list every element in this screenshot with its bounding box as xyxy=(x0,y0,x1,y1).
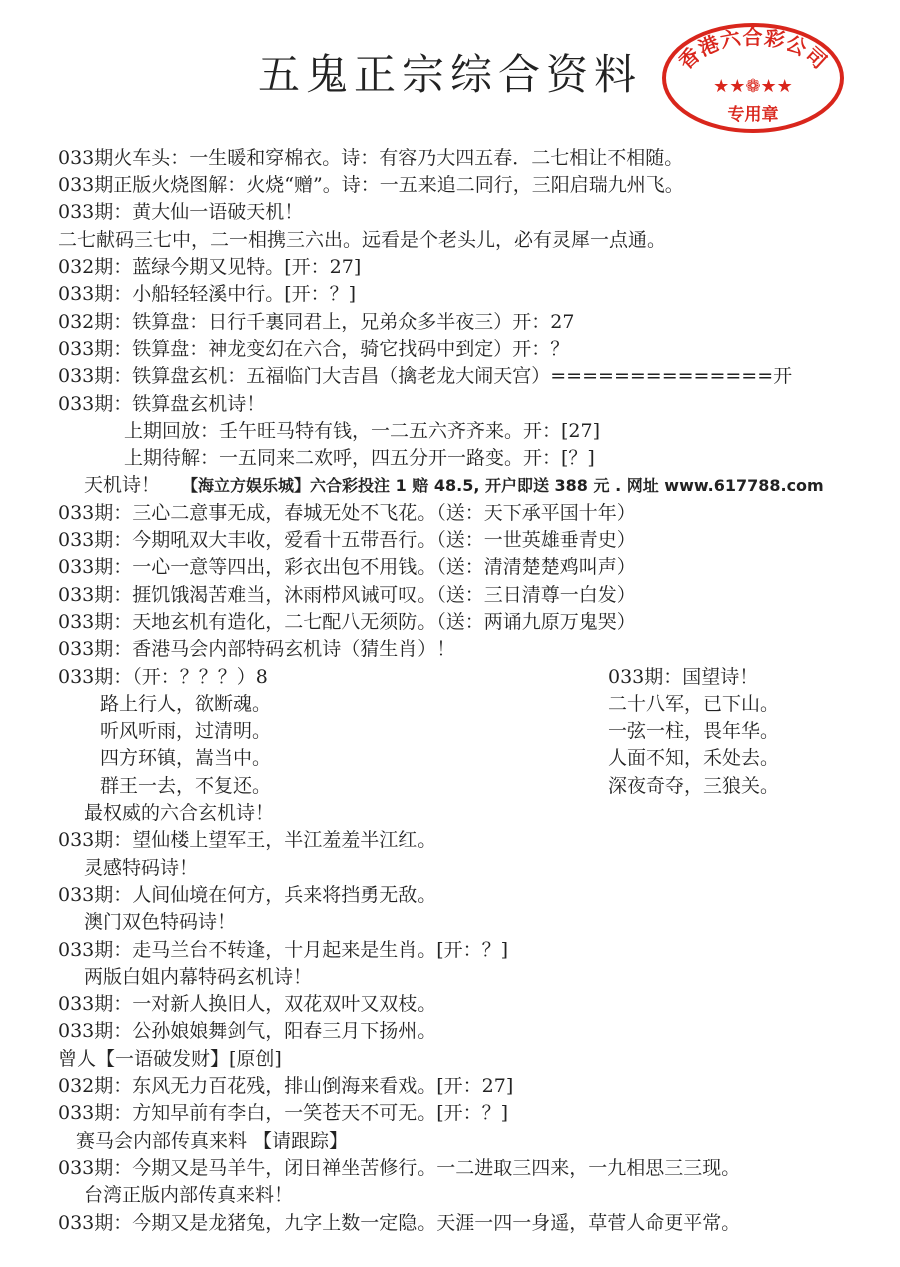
seal-top-text: 香港六合彩公司 xyxy=(673,25,833,75)
section-heading: 灵感特码诗！ xyxy=(84,857,199,879)
text-line: 033期：一心一意等四出，彩衣出包不用钱。（送：清清楚楚鸡叫声） xyxy=(58,556,636,578)
text-line: 033期：铁算盘玄机诗！ xyxy=(58,393,266,415)
poem-line: 四方环镇，嵩当中。 xyxy=(100,747,272,769)
text-line: 032期：铁算盘：日行千裏同君上，兄弟众多半夜三）开：27 xyxy=(58,311,575,333)
text-line: 033期：公孙娘娘舞剑气，阳春三月下扬州。 xyxy=(58,1020,437,1042)
text-line: 上期待解：一五同来二欢呼，四五分开一路变。开：[？] xyxy=(124,447,595,469)
section-heading: 最权威的六合玄机诗！ xyxy=(84,802,275,824)
text-line: 033期：（开：？？？）8 xyxy=(58,666,268,688)
text-line: 033期：铁算盘：神龙变幻在六合，骑它找码中到定）开：？ xyxy=(58,338,570,360)
text-line: 032期：东风无力百花残，排山倒海来看戏。[开：27] xyxy=(58,1075,514,1097)
page-title: 五鬼正宗综合资料 xyxy=(257,50,642,99)
side-poem-line: 人面不知，禾处去。 xyxy=(608,747,780,769)
seal-stars: ★★❁★★ xyxy=(713,76,793,97)
section-heading: 台湾正版内部传真来料！ xyxy=(84,1184,294,1206)
section-heading: 两版白姐内幕特码玄机诗！ xyxy=(84,966,313,988)
side-poem-line: 二十八军，已下山。 xyxy=(608,693,780,715)
text-line: 033期正版火烧图解：火烧“赠”。诗：一五来追二同行，三阳启瑞九州飞。 xyxy=(58,174,684,196)
text-line: 033期：铁算盘玄机：五福临门大吉昌（擒老龙大闹天宫）==============开 xyxy=(58,365,793,387)
section-heading: 天机诗！ xyxy=(84,474,161,496)
seal-bottom-text: 专用章 xyxy=(727,105,779,125)
text-line: 033期：今期吼双大丰收，爱看十五带吾行。（送：一世英雄垂青史） xyxy=(58,529,636,551)
text-line: 033期：走马兰台不转逢，十月起来是生肖。[开：？] xyxy=(58,939,509,961)
section-heading: 澳门双色特码诗！ xyxy=(84,911,237,933)
poem-line: 听风听雨，过清明。 xyxy=(100,720,272,742)
text-line: 033期：方知早前有李白，一笑苍天不可无。[开：？] xyxy=(58,1102,509,1124)
side-poem-line: 一弦一柱，畏年华。 xyxy=(608,720,780,742)
section-heading: 赛马会内部传真来料 【请跟踪】 xyxy=(76,1130,349,1152)
side-poem-title: 033期：国望诗！ xyxy=(608,666,759,688)
svg-text:香港六合彩公司 xyxy=(674,25,833,74)
text-line: 033期：今期又是龙猪兔，九字上数一定隐。天涯一四一身遥，草菅人命更平常。 xyxy=(58,1212,741,1234)
text-line: 033期：黄大仙一语破天机！ xyxy=(58,201,304,223)
text-line: 033期：今期又是马羊牛，闭日禅坐苦修行。一二进取三四来，一九相思三三现。 xyxy=(58,1157,741,1179)
side-poem-line: 深夜奇夺，三狼关。 xyxy=(608,775,780,797)
company-seal xyxy=(660,22,846,134)
text-line: 033期火车头：一生暖和穿棉衣。诗：有容乃大四五春．二七相让不相随。 xyxy=(58,147,684,169)
text-line: 033期：天地玄机有造化，二七配八无须防。（送：两诵九原万鬼哭） xyxy=(58,611,636,633)
text-line: 033期：捱饥饿渴苦难当，沐雨栉风诫可叹。（送：三日清尊一白发） xyxy=(58,584,636,606)
section-heading: 曾人【一语破发财】[原创] xyxy=(58,1048,282,1070)
text-line: 033期：一对新人换旧人，双花双叶又双枝。 xyxy=(58,993,437,1015)
text-line: 033期：三心二意事无成，春城无处不飞花。（送：天下承平国十年） xyxy=(58,502,636,524)
ad-banner: 【海立方娱乐城】六合彩投注 1 赔 48.5, 开户即送 388 元 . 网址 www.617788.com xyxy=(182,476,824,495)
text-line: 033期：人间仙境在何方，兵来将挡勇无敌。 xyxy=(58,884,437,906)
text-line: 033期：望仙楼上望军王，半江羞羞半江红。 xyxy=(58,829,437,851)
text-line: 032期：蓝绿今期又见特。[开：27] xyxy=(58,256,362,278)
text-line: 033期：香港马会内部特码玄机诗（猜生肖）！ xyxy=(58,638,456,660)
poem-line: 路上行人，欲断魂。 xyxy=(100,693,272,715)
text-line: 上期回放：壬午旺马特有钱，一二五六齐齐来。开：[27] xyxy=(124,420,601,442)
text-line: 033期：小船轻轻溪中行。[开：？] xyxy=(58,283,357,305)
poem-line: 群王一去，不复还。 xyxy=(100,775,272,797)
text-line: 二七献码三七中，二一相携三六出。远看是个老头儿，必有灵犀一点通。 xyxy=(58,229,667,251)
